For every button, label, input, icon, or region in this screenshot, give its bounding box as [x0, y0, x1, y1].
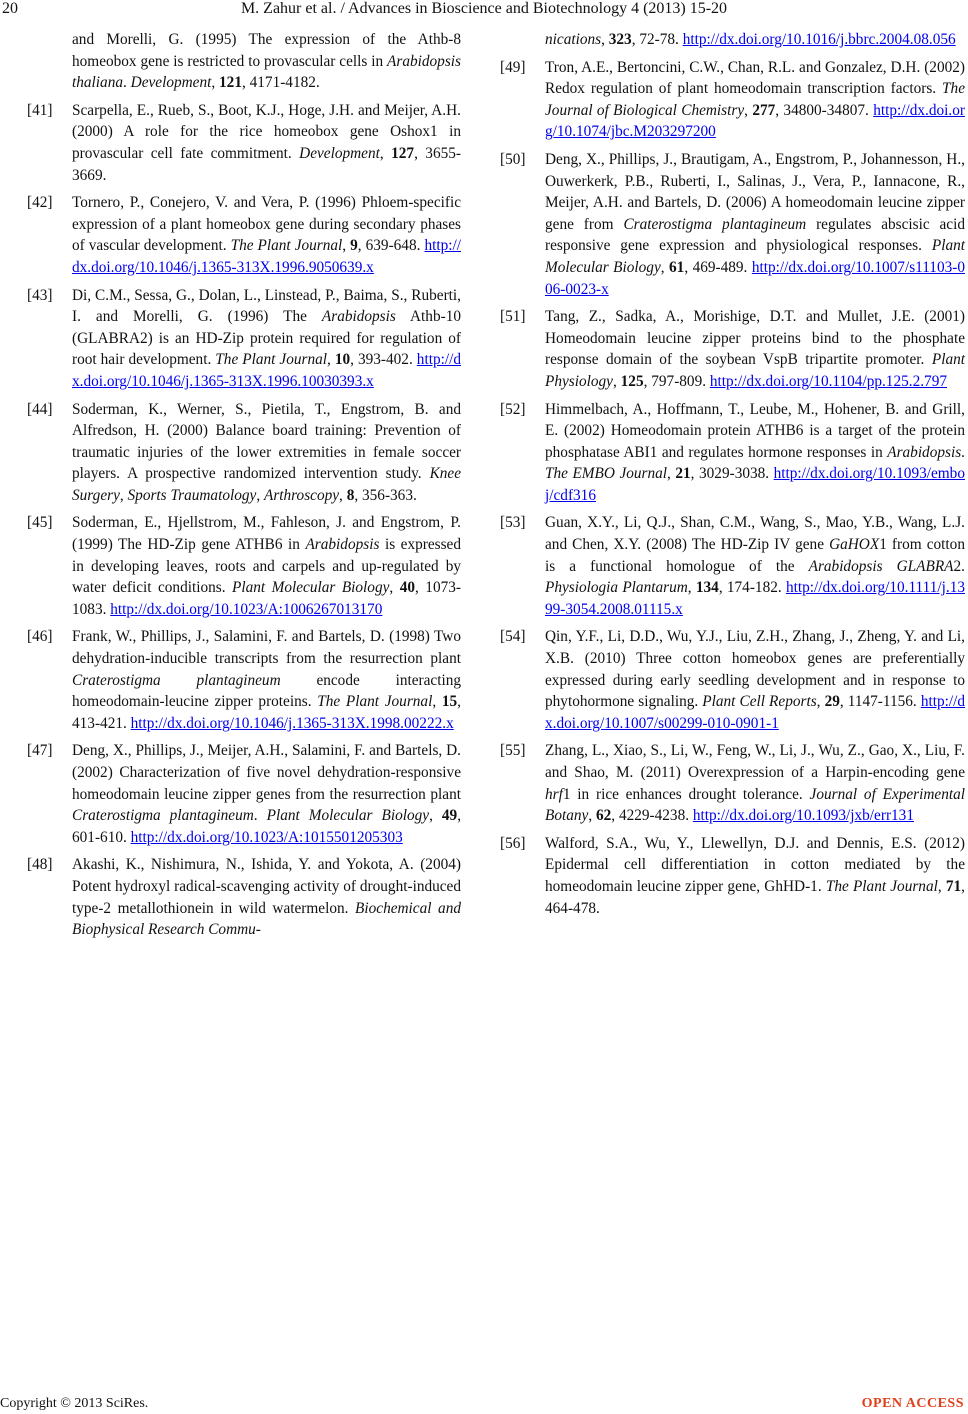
reference-entry — [27, 854, 461, 940]
reference-text: Qin, Y.F., Li, D.D., Wu, Y.J., Liu, Z.H., Zhang, J., Zheng, Y. and Li, X.B. (2010) Three cotton homeobox genes are preferentially expressed during early seedling development and in response to phytohormone signaling. — [545, 628, 965, 711]
reference-entry — [500, 149, 965, 300]
reference-text: and Morelli, G. (1995) The expression of the Athb-8 homeobox gene is restricted to provascular cells in — [72, 31, 461, 70]
volume-number: 71 — [945, 877, 962, 895]
reference-text: , 4229-4238. — [611, 807, 693, 825]
reference-number: [52] — [500, 400, 526, 418]
reference-number: [53] — [500, 514, 526, 532]
reference-text: , — [601, 31, 609, 48]
volume-number: 40 — [399, 579, 415, 597]
reference-text: , 1147-1156. — [839, 693, 921, 711]
reference-text: Guan, X.Y., Li, Q.J., Shan, C.M., Wang, S., Mao, Y.B., Wang, L.J. and Chen, X.Y. (2008) The HD-Zip IV gene — [545, 514, 965, 554]
doi-link[interactable]: http://dx.doi.org/10.1046/j.1365-313X.1998.00222.x — [130, 714, 454, 732]
reference-text: , — [429, 807, 442, 825]
italic-text: The Plant Journal — [317, 693, 433, 711]
italic-text: The Plant Journal — [230, 237, 343, 255]
reference-text: Soderman, K., Werner, S., Pietila, T., Engstrom, B. and Alfredson, H. (2000) Balance board training: Prevention of traumatic injuries of the lower extremities in female soccer players. A prospective randomized intervention study. — [72, 400, 461, 483]
reference-text: , — [256, 486, 264, 504]
reference-text: , — [588, 807, 596, 825]
references-right-column — [500, 29, 965, 925]
reference-text: , — [327, 351, 335, 369]
reference-text: , 601-610. — [72, 807, 462, 846]
reference-text: Tornero, P., Conejero, V. and Vera, P. (1996) Phloem-specific expression of a plant homeobox gene during secondary phases of vascular development. — [72, 194, 461, 255]
doi-link[interactable]: http://dx.doi.org/10.1093/emboj/cdf316 — [545, 465, 965, 504]
reference-text: , 393-402. — [350, 351, 417, 369]
italic-text: The Plant Journal — [825, 877, 938, 895]
italic-text: Development — [130, 74, 212, 92]
reference-text: , — [660, 258, 670, 276]
reference-continuation — [500, 29, 965, 51]
reference-text: , — [687, 579, 696, 597]
reference-text: , — [211, 74, 220, 92]
reference-text: Deng, X., Phillips, J., Brautigam, A., Engstrom, P., Johannesson, H., Ouwerkerk, P.B., Ruberti, I., Salinas, J., Vera, P., Iannacone, R., Meijer, A.H. and Bartels, D. (2006) A homeodomain leucine zipper gene from — [545, 150, 965, 233]
italic-text: Arabidopsis thaliana — [72, 52, 461, 92]
reference-text: , 174-182. — [718, 579, 786, 597]
reference-text: , — [816, 693, 825, 711]
reference-text: Soderman, E., Hjellstrom, M., Fahleson, J. and Engstrom, P. (1999) The HD-Zip gene ATHB6 in — [72, 514, 461, 554]
reference-text: , 72-78. — [631, 31, 683, 48]
reference-text: , 413-421. — [72, 693, 461, 732]
doi-link[interactable]: http://dx.doi.org/10.1007/s11103-006-0023-x — [545, 258, 965, 298]
page-number: 20 — [2, 0, 18, 17]
reference-text: . — [961, 443, 965, 461]
reference-text: encode interacting homeodomain-leucine zipper proteins. — [72, 671, 461, 711]
italic-text: GaHOX — [829, 536, 880, 554]
doi-link[interactable]: http://dx.doi.org/10.1007/s00299-010-0901-1 — [545, 693, 966, 732]
volume-number: 134 — [695, 579, 719, 597]
reference-number: [48] — [27, 856, 53, 874]
reference-number: [51] — [500, 308, 526, 326]
italic-text: Arabidopsis GLABRA — [808, 557, 954, 575]
italic-text: Physiologia Plantarum — [545, 579, 688, 597]
reference-entry — [500, 512, 965, 620]
reference-text: regulates abscisic acid responsive gene expression and physiological responses. — [545, 215, 965, 255]
references-left-column — [27, 29, 461, 947]
italic-text: Plant Molecular Biology — [232, 579, 390, 597]
reference-number: [50] — [500, 150, 526, 168]
reference-text: , 3029-3038. — [690, 465, 774, 483]
italic-text: Plant Cell Reports — [702, 693, 817, 711]
reference-text: , — [339, 486, 347, 504]
italic-text: Craterostigma plantagineum — [623, 215, 807, 233]
reference-text: Tron, A.E., Bertoncini, C.W., Chan, R.L. and Gonzalez, D.H. (2002) Redox regulation of plant homeodomain transcription factors. — [545, 58, 965, 98]
volume-number: 62 — [596, 807, 612, 825]
italic-text: Arabidopsis — [305, 536, 380, 554]
doi-link[interactable]: http://dx.doi.org/10.1023/A:1006267013170 — [110, 600, 383, 618]
italic-text: Arabidopsis — [321, 308, 396, 326]
reference-continuation — [27, 29, 461, 94]
reference-text: , 1073-1083. — [72, 579, 461, 618]
reference-text: , 639-648. — [357, 237, 425, 255]
reference-text: , — [379, 144, 392, 162]
reference-entry — [27, 399, 461, 507]
reference-text: Himmelbach, A., Hoffmann, T., Leube, M., Hohener, B. and Grill, E. (2002) Homeodomain protein ATHB6 is a target of the protein phosphatase ABI1 and regulates hormone responses in — [545, 400, 965, 461]
copyright-notice: Copyright © 2013 SciRes. — [0, 1396, 149, 1411]
reference-text: , — [744, 101, 753, 119]
volume-number: 127 — [391, 144, 415, 162]
doi-link[interactable]: http://dx.doi.org/10.1111/j.1399-3054.2008.01115.x — [545, 579, 965, 618]
reference-number: [41] — [27, 101, 53, 119]
volume-number: 277 — [752, 101, 776, 119]
reference-number: [44] — [27, 400, 53, 418]
reference-number: [43] — [27, 286, 53, 304]
reference-text: , — [667, 465, 676, 483]
italic-text: Plant Molecular Biology — [545, 237, 965, 276]
reference-number: [42] — [27, 194, 53, 212]
italic-text: The EMBO Journal — [545, 465, 668, 483]
reference-text: Scarpella, E., Rueb, S., Boot, K.J., Hoge, J.H. and Meijer, A.H. (2000) A role for the rice homeobox gene Oshox1 in provascular cell fate commitment. — [72, 101, 461, 162]
reference-number: [47] — [27, 742, 53, 760]
reference-entry — [27, 100, 461, 186]
doi-link[interactable]: http://dx.doi.org/10.1023/A:1015501205303 — [130, 828, 403, 846]
doi-link[interactable]: http://dx.doi.org/10.1046/j.1365-313X.1996.9050639.x — [72, 237, 461, 276]
volume-number: 61 — [669, 258, 685, 276]
reference-text: 2. — [953, 557, 966, 575]
italic-text: Sports Traumatology — [127, 486, 257, 504]
volume-number: 323 — [608, 31, 632, 48]
reference-number: [55] — [500, 742, 526, 760]
volume-number: 29 — [824, 693, 840, 711]
reference-entry — [500, 399, 965, 507]
reference-number: [45] — [27, 514, 53, 532]
italic-text: Arabidopsis — [887, 443, 962, 461]
reference-text: , — [432, 693, 442, 711]
reference-entry — [27, 285, 461, 393]
italic-text: Arthroscopy — [263, 486, 340, 504]
volume-number: 121 — [219, 74, 242, 92]
reference-text: , 4171-4182. — [241, 74, 320, 92]
reference-entry — [27, 512, 461, 620]
reference-text: , — [389, 579, 400, 597]
reference-text: Zhang, L., Xiao, S., Li, W., Feng, W., Li, J., Wu, Z., Gao, X., Liu, F. and Shao, M. (2011) Overexpression of a Harpin-encoding gene — [545, 742, 965, 781]
italic-text: Journal of Experimental Botany — [545, 785, 966, 825]
reference-text: Athb-10 (GLABRA2) is an HD-Zip protein required for regulation of root hair development. — [72, 308, 461, 369]
reference-text: . — [253, 807, 267, 825]
reference-entry — [27, 740, 461, 848]
italic-text: The Journal of Biological Chemistry — [545, 80, 965, 119]
italic-text: Knee Surgery — [72, 465, 461, 504]
reference-entry — [27, 192, 461, 278]
reference-number: [56] — [500, 834, 526, 852]
reference-text: , — [342, 237, 351, 255]
reference-text: Frank, W., Phillips, J., Salamini, F. and Bartels, D. (1998) Two dehydration-inducible transcripts from the resurrection plant — [72, 628, 461, 668]
reference-text: , 356-363. — [354, 486, 417, 504]
reference-text: , — [119, 486, 128, 504]
doi-link[interactable]: http://dx.doi.org/10.1104/pp.125.2.797 — [709, 372, 947, 390]
reference-entry — [500, 833, 965, 919]
reference-text: Di, C.M., Sessa, G., Dolan, L., Linstead, P., Baima, S., Ruberti, I. and Morelli, G. (1996) The — [72, 286, 461, 326]
open-access-label: OPEN ACCESS — [861, 1396, 964, 1411]
reference-text: , 3655-3669. — [72, 144, 461, 184]
reference-text: , — [612, 372, 621, 390]
italic-text: hrf — [545, 785, 563, 803]
doi-link[interactable]: http://dx.doi.org/10.1016/j.bbrc.2004.08.056 — [682, 31, 956, 48]
reference-text: is expressed in developing leaves, roots and carpels and up-regulated by water deficit conditions. — [72, 536, 461, 597]
italic-text: Plant Physiology — [545, 351, 965, 390]
volume-number: 10 — [334, 351, 351, 369]
volume-number: 8 — [346, 486, 355, 504]
italic-text: Biochemical and Biophysical Research Commu- — [72, 899, 461, 939]
volume-number: 15 — [441, 693, 458, 711]
reference-text: , 464-478. — [545, 877, 965, 917]
italic-text: Development — [299, 144, 380, 162]
volume-number: 21 — [675, 465, 691, 483]
reference-number: [46] — [27, 628, 53, 646]
reference-number: [54] — [500, 628, 526, 646]
reference-entry — [500, 740, 965, 826]
reference-text: Deng, X., Phillips, J., Meijer, A.H., Salamini, F. and Bartels, D. (2002) Characterization of five novel dehydration-responsive homeodomain leucine zipper genes from the resurrection plant — [72, 742, 461, 803]
italic-text: nications — [545, 31, 602, 48]
running-title: M. Zahur et al. / Advances in Bioscience and Biotechnology 4 (2013) 15-20 — [240, 0, 728, 17]
doi-link[interactable]: http://dx.doi.org/10.1093/jxb/err131 — [692, 807, 914, 825]
italic-text: The Plant Journal — [215, 351, 327, 369]
volume-number: 125 — [620, 372, 644, 390]
reference-text: . — [123, 74, 131, 92]
reference-entry — [500, 306, 965, 392]
reference-number: [49] — [500, 58, 526, 76]
volume-number: 49 — [441, 807, 458, 825]
reference-text: , 469-489. — [684, 258, 752, 276]
reference-text: , 797-809. — [643, 372, 710, 390]
doi-link[interactable]: http://dx.doi.org/10.1074/jbc.M203297200 — [545, 101, 965, 141]
italic-text: Craterostigma plantagineum — [72, 671, 281, 689]
volume-number: 9 — [350, 237, 358, 255]
italic-text: Plant Molecular Biology — [266, 807, 430, 825]
reference-text: , — [937, 877, 946, 895]
reference-text: 1 in rice enhances drought tolerance. — [562, 785, 810, 803]
reference-entry — [27, 626, 461, 734]
reference-text: , 34800-34807. — [775, 101, 874, 119]
reference-text: Tang, Z., Sadka, A., Morishige, D.T. and Mullet, J.E. (2001) Homeodomain leucine zipper proteins bind to the phosphate response domain of the soybean VspB tripartite promoter. — [545, 308, 965, 369]
reference-entry — [500, 57, 965, 143]
reference-text: Walford, S.A., Wu, Y., Llewellyn, D.J. and Dennis, E.S. (2012) Epidermal cell differentiation in cotton mediated by the homeodomain leucine zipper gene, GhHD-1. — [545, 834, 965, 895]
reference-text: 1 from cotton is a functional homologue of the — [545, 536, 965, 575]
doi-link[interactable]: http://dx.doi.org/10.1046/j.1365-313X.1996.10030393.x — [72, 351, 461, 390]
reference-text: Akashi, K., Nishimura, N., Ishida, Y. and Yokota, A. (2004) Potent hydroxyl radical-scavenging activity of drought-induced type-2 metallothionein in wild watermelon. — [72, 856, 461, 917]
reference-entry — [500, 626, 965, 734]
italic-text: Craterostigma plantagineum — [72, 807, 254, 825]
